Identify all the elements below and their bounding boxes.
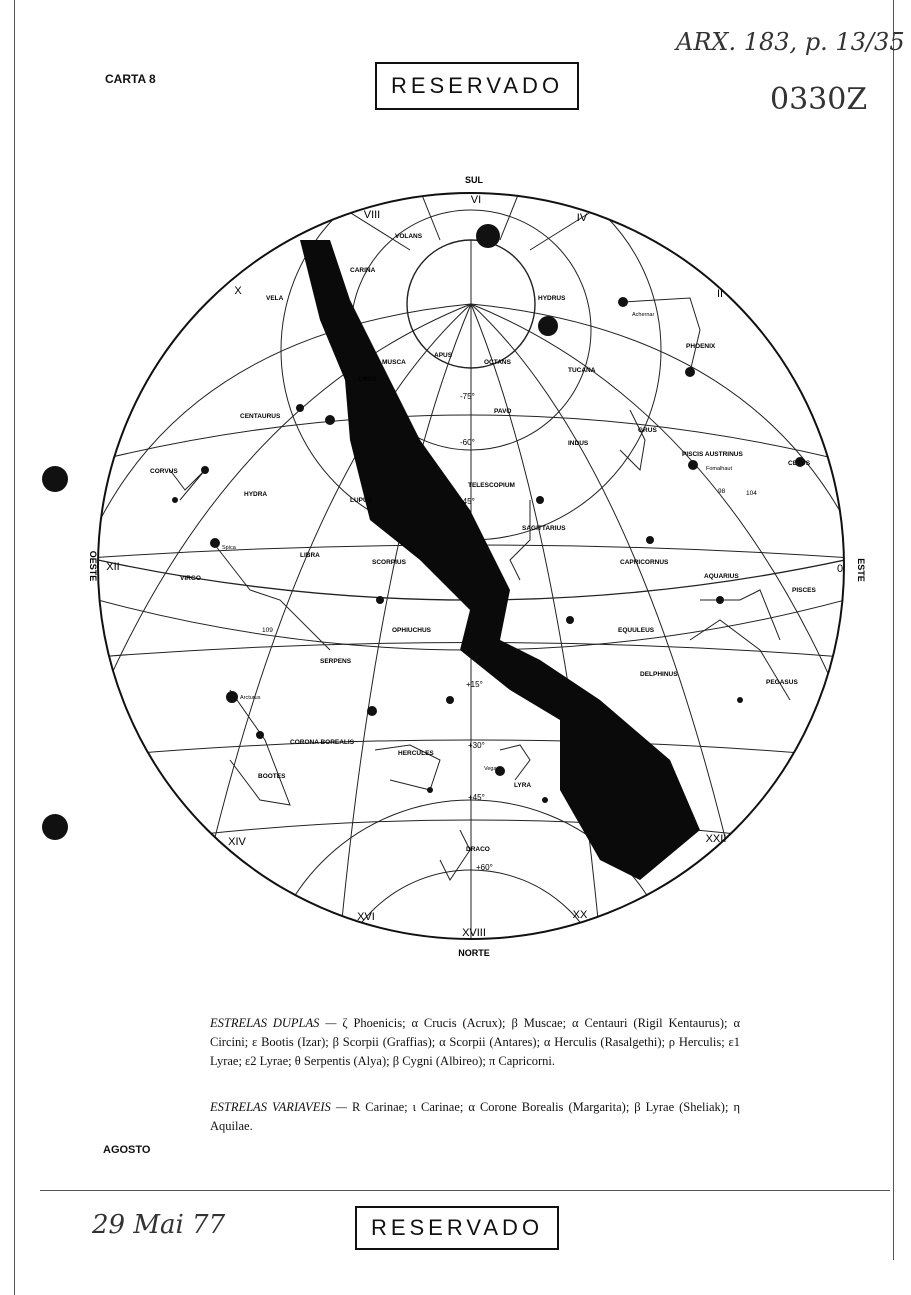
variable-stars-title: ESTRELAS VARIAVEIS —: [210, 1100, 347, 1114]
hour-XVIII: XVIII: [462, 927, 486, 939]
label-104: 104: [746, 490, 757, 497]
hour-XXII: XXII: [705, 833, 727, 845]
carta-label: CARTA 8: [105, 72, 156, 86]
dec-plus-15: +15°: [466, 680, 483, 689]
label-indus: INDUS: [568, 440, 589, 447]
hour-VI: VI: [470, 194, 482, 206]
label-bootes: BOOTES: [258, 773, 286, 780]
hour-0: 0: [836, 563, 844, 575]
dec-minus-75: -75°: [460, 392, 475, 401]
label-volans: VOLANS: [395, 233, 423, 240]
direction-este: ESTE: [856, 558, 866, 582]
label-scorpius: SCORPIUS: [372, 559, 406, 566]
archive-reference: ARX. 183, p. 13/35: [676, 28, 905, 56]
hour-XVI: XVI: [357, 911, 375, 923]
label-arcturus: Arcturus: [240, 695, 261, 701]
reserved-stamp-bottom: RESERVADO: [355, 1206, 559, 1250]
label-carina: CARINA: [350, 267, 376, 274]
handwritten-date: 29 Mai 77: [92, 1210, 226, 1240]
label-grus: GRUS: [638, 427, 657, 434]
label-piscis-austrinus: PISCIS AUSTRINUS: [682, 451, 743, 458]
label-apus: APUS: [434, 352, 453, 359]
label-pavo: PAVO: [494, 408, 512, 415]
dec-minus-45: -45°: [460, 497, 475, 506]
hour-VIII: VIII: [363, 209, 381, 221]
dec-plus-30: +30°: [468, 741, 485, 750]
label-virgo: VIRGO: [180, 575, 201, 582]
month-label: AGOSTO: [103, 1144, 151, 1156]
label-serpens: SERPENS: [320, 658, 352, 665]
label-draco: DRACO: [466, 846, 490, 853]
variable-stars-text: R Carinae; ι Carinae; α Corone Borealis (Margarita); β Lyrae (Sheliak); η Aquilae.: [210, 1100, 740, 1133]
hour-IV: IV: [576, 212, 588, 224]
label-centaurus: CENTAURUS: [240, 413, 281, 420]
label-musca: MUSCA: [382, 359, 406, 366]
double-stars-note: [210, 1014, 740, 1071]
label-vega: Vega: [484, 766, 497, 772]
label-corvus: CORVUS: [150, 468, 178, 475]
document-code: 0330Z: [770, 82, 868, 117]
label-spica: Spica: [222, 545, 236, 551]
label-lupus: LUPUS: [350, 497, 373, 504]
label-98: 98: [718, 488, 726, 495]
label-tucana: TUCANA: [568, 367, 596, 374]
label-pegasus: PEGASUS: [766, 679, 798, 686]
label-aquarius: AQUARIUS: [704, 573, 739, 580]
label-telescopium: TELESCOPIUM: [468, 482, 515, 489]
dec-minus-60: -60°: [460, 438, 475, 447]
label-hydrus: HYDRUS: [538, 295, 566, 302]
hour-II: II: [716, 288, 724, 300]
label-capricornus: CAPRICORNUS: [620, 559, 669, 566]
label-pisces: PISCES: [792, 587, 816, 594]
label-octans: OCTANS: [484, 359, 511, 366]
label-hercules: HERCULES: [398, 750, 434, 757]
label-fomalhaut: Fomalhaut: [706, 466, 732, 472]
label-delphinus: DELPHINUS: [640, 671, 678, 678]
label-equuleus: EQUULEUS: [618, 627, 655, 634]
label-phoenix: PHOENIX: [686, 343, 716, 350]
label-libra: LIBRA: [300, 552, 320, 559]
label-corona-borealis: CORONA BOREALIS: [290, 739, 355, 746]
hour-X: X: [234, 285, 242, 297]
reserved-stamp-top: RESERVADO: [375, 62, 579, 110]
label-vela: VELA: [266, 295, 284, 302]
label-lyra: LYRA: [514, 782, 532, 789]
double-stars-text: ζ Phoenicis; α Crucis (Acrux); β Muscae; α Centauri (Rigil Kentaurus); α Circini; ε Bootis (Izar); β Scorpii (Graffias); α Scorpii (Antares); α Herculis (Rasalgethi); ρ Herculis; ε1 Lyrae; ε2 Lyrae; θ Serpentis (Alya); β Cygni (Albireo); π Capricorni.: [210, 1016, 740, 1068]
dec-plus-60: +60°: [476, 863, 493, 872]
variable-stars-note: [210, 1098, 740, 1136]
label-sagittarius: SAGITTARIUS: [522, 525, 566, 532]
hour-XIV: XIV: [228, 836, 246, 848]
label-cetus: CETUS: [788, 460, 811, 467]
hour-XII: XII: [106, 561, 120, 573]
direction-norte: NORTE: [458, 948, 490, 958]
label-hydra: HYDRA: [244, 491, 268, 498]
hour-XX: XX: [572, 909, 588, 921]
double-stars-title: ESTRELAS DUPLAS —: [210, 1016, 337, 1030]
label-achernar: Achernar: [632, 312, 655, 318]
bottom-rule: [40, 1190, 890, 1191]
label-109: 109: [262, 627, 273, 634]
label-ophiuchus: OPHIUCHUS: [392, 627, 432, 634]
direction-sul: SUL: [465, 175, 483, 185]
label-crux: CRUX: [358, 376, 377, 383]
dec-plus-45: +45°: [468, 793, 485, 802]
direction-oeste: OESTE: [88, 550, 98, 582]
